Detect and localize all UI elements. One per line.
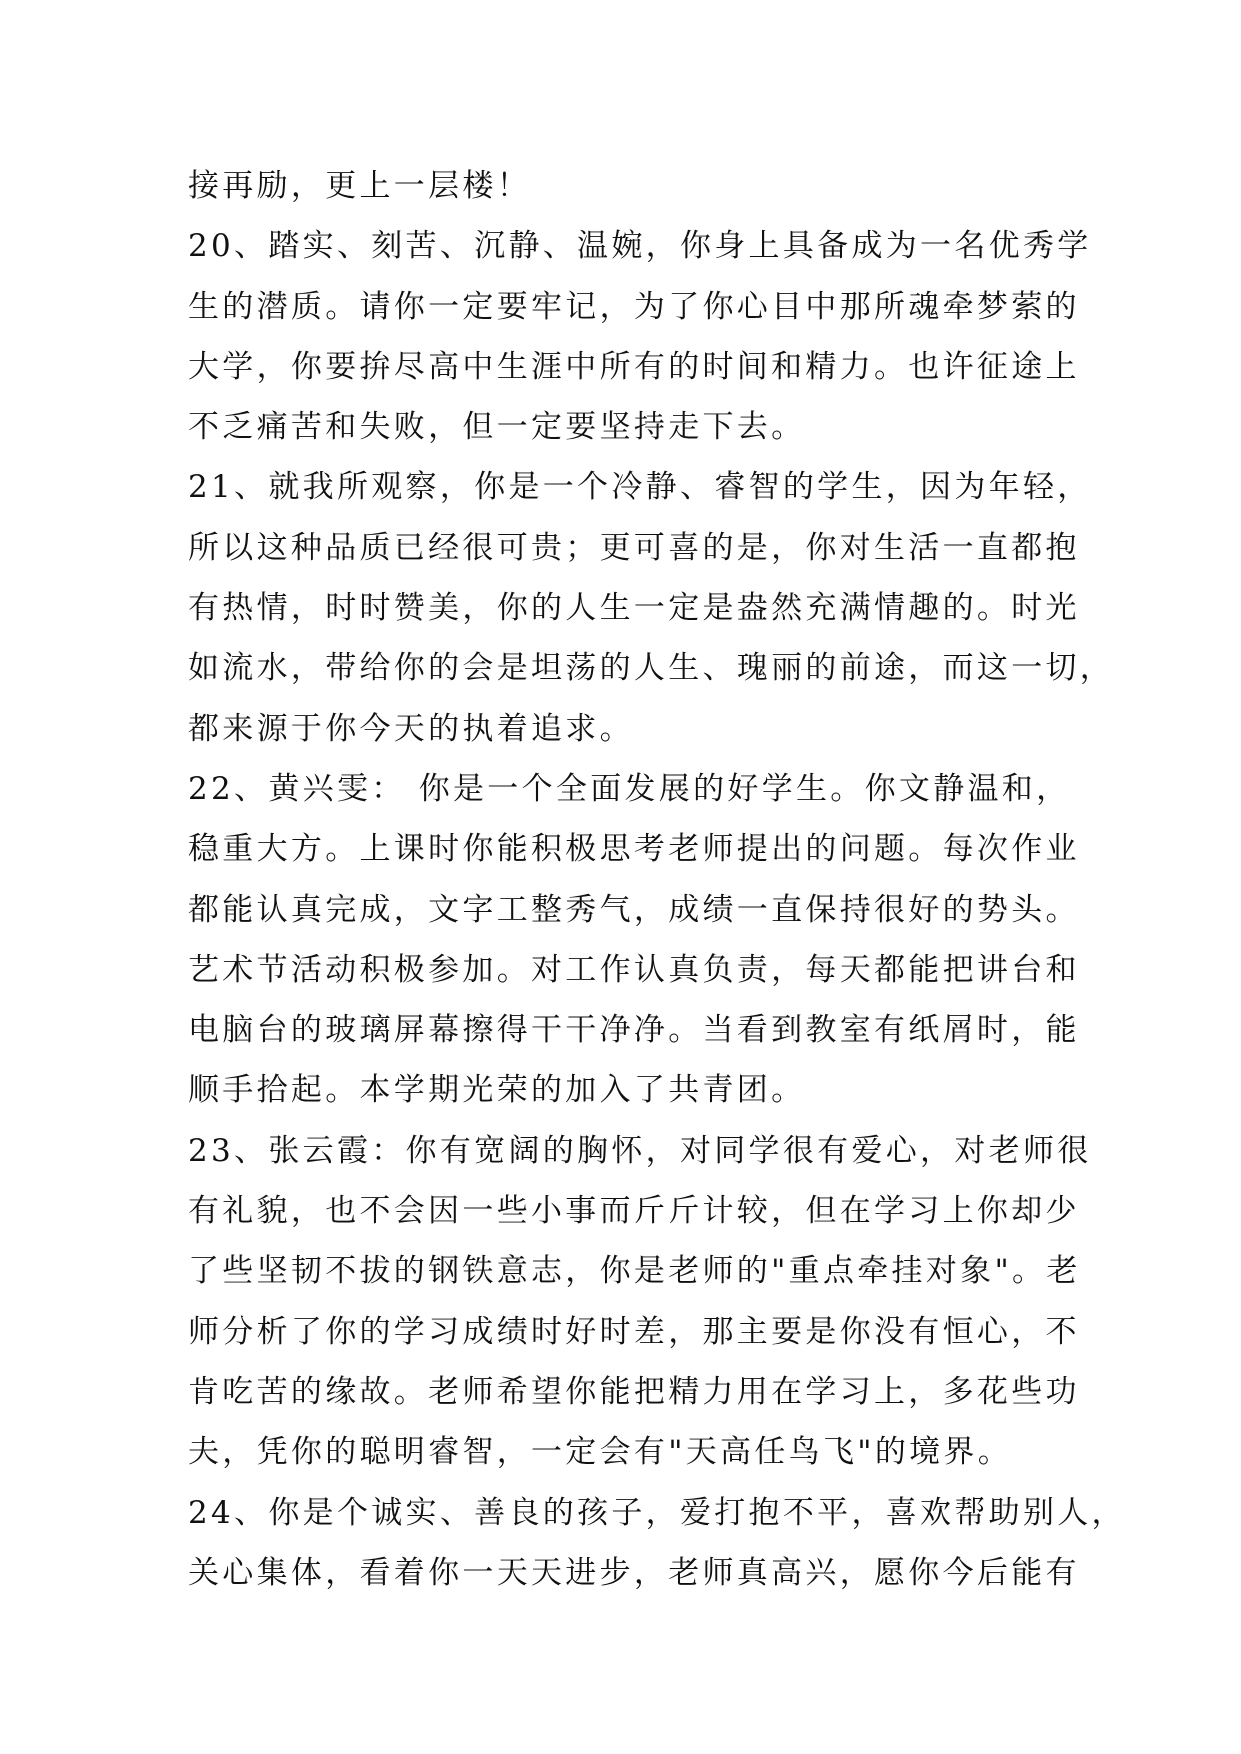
text-line: 了些坚韧不拔的钢铁意志，你是老师的"重点牵挂对象"。老	[188, 1253, 1081, 1290]
text-line: 不乏痛苦和失败，但一定要坚持走下去。	[188, 409, 806, 446]
text-line: 所以这种品质已经很可贵；更可喜的是，你对生活一直都抱	[188, 529, 1080, 566]
text-line: 稳重大方。上课时你能积极思考老师提出的问题。每次作业	[188, 831, 1080, 868]
text-line: 有热情，时时赞美，你的人生一定是盎然充满情趣的。时光	[188, 590, 1080, 627]
text-line: 生的潜质。请你一定要牢记，为了你心目中那所魂牵梦萦的	[188, 288, 1080, 325]
text-line: 肯吃苦的缘故。老师希望你能把精力用在学习上，多花些功	[188, 1373, 1080, 1410]
text-line: 22、黄兴雯： 你是一个全面发展的好学生。你文静温和，	[188, 770, 1071, 807]
text-line: 23、张云霞：你有宽阔的胸怀，对同学很有爱心，对老师很	[188, 1132, 1092, 1169]
text-line: 电脑台的玻璃屏幕擦得干干净净。当看到教室有纸屑时，能	[188, 1012, 1080, 1049]
text-line: 都能认真完成，文字工整秀气，成绩一直保持很好的势头。	[188, 891, 1080, 928]
text-line: 艺术节活动积极参加。对工作认真负责，每天都能把讲台和	[188, 951, 1080, 988]
text-line: 接再励，更上一层楼！	[188, 168, 531, 204]
text-line: 如流水，带给你的会是坦荡的人生、瑰丽的前途，而这一切，	[188, 650, 1115, 687]
text-line: 大学，你要拚尽高中生涯中所有的时间和精力。也许征途上	[188, 348, 1080, 385]
text-line: 顺手拾起。本学期光荣的加入了共青团。	[188, 1072, 806, 1109]
text-line: 20、踏实、刻苦、沉静、温婉，你身上具备成为一名优秀学	[188, 228, 1092, 265]
text-line: 都来源于你今天的执着追求。	[188, 710, 634, 747]
document-body	[188, 156, 1126, 1603]
text-line: 夫，凭你的聪明睿智，一定会有"天高任鸟飞"的境界。	[188, 1434, 1013, 1471]
text-line: 21、就我所观察，你是一个冷静、睿智的学生，因为年轻，	[188, 469, 1092, 506]
text-line: 有礼貌，也不会因一些小事而斤斤计较，但在学习上你却少	[188, 1193, 1080, 1230]
text-line: 关心集体，看着你一天天进步，老师真高兴，愿你今后能有	[188, 1554, 1080, 1591]
text-line: 24、你是个诚实、善良的孩子，爱打抱不平，喜欢帮助别人，	[188, 1494, 1126, 1531]
text-line: 师分析了你的学习成绩时好时差，那主要是你没有恒心，不	[188, 1313, 1080, 1350]
